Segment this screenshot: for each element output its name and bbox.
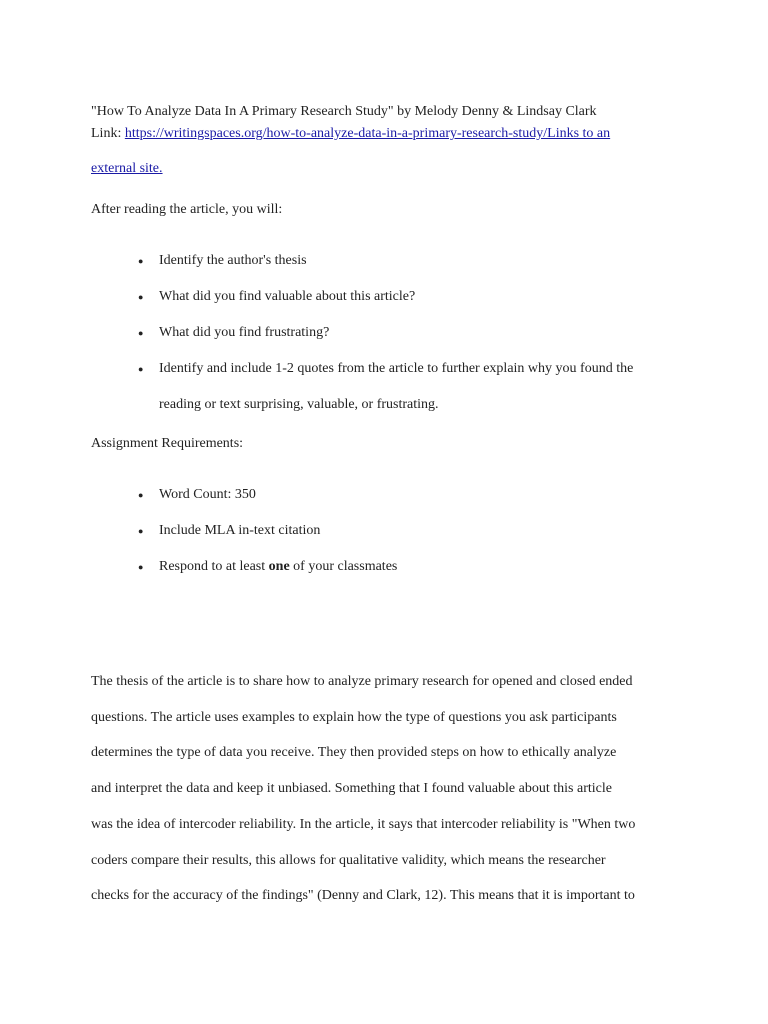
- article-link[interactable]: https://writingspaces.org/how-to-analyze-data-in-a-primary-research-study/Links to an: [124, 126, 611, 141]
- requirements-list: [91, 477, 691, 585]
- list-item-continuation: reading or text surprising, valuable, or frustrating.: [159, 397, 439, 412]
- article-link-continuation: [91, 151, 691, 186]
- bullet-icon: ●: [138, 562, 144, 572]
- list-item: ● Include MLA in-text citation: [159, 513, 691, 549]
- body-line: checks for the accuracy of the findings" (Denny and Clark, 12). This means that it is important to: [91, 888, 635, 904]
- list-item: ● Identify and include 1-2 quotes from the article to further explain why you found the reading or text surprising, valuable, or frustrating.: [159, 351, 691, 423]
- bullet-icon: ●: [138, 292, 144, 302]
- list-item: ● Identify the author's thesis: [159, 243, 691, 279]
- intro-text: After reading the article, you will:: [91, 202, 283, 217]
- bullet-icon: ●: [138, 256, 144, 266]
- list-item: ● Word Count: 350: [159, 477, 691, 513]
- response-body: [91, 664, 681, 914]
- body-line: was the idea of intercoder reliability. In the article, it says that intercoder reliability is "When two: [91, 816, 636, 832]
- document-page: [91, 102, 691, 914]
- list-item: ● Respond to at least one of your classmates: [159, 549, 691, 585]
- task-list: [91, 243, 691, 423]
- body-line: and interpret the data and keep it unbiased. Something that I found valuable about this article: [91, 781, 612, 797]
- article-link-line: [91, 116, 691, 151]
- article-link-external[interactable]: external site.: [91, 161, 163, 176]
- emphasis-one: one: [268, 559, 290, 574]
- link-label: Link:: [91, 126, 125, 141]
- bullet-icon: ●: [138, 328, 144, 338]
- list-item: ● What did you find valuable about this article?: [159, 279, 691, 315]
- body-line: questions. The article uses examples to explain how the type of questions you ask participants: [91, 709, 617, 725]
- bullet-icon: ●: [138, 490, 144, 500]
- body-line: The thesis of the article is to share how to analyze primary research for opened and closed ended: [91, 674, 633, 689]
- bullet-icon: ●: [138, 364, 144, 374]
- list-item: ● What did you find frustrating?: [159, 315, 691, 351]
- bullet-icon: ●: [138, 526, 144, 536]
- article-title-line: "How To Analyze Data In A Primary Research Study" by Melody Denny & Lindsay Clark: [91, 104, 597, 119]
- body-line: determines the type of data you receive. They then provided steps on how to ethically analyze: [91, 745, 617, 761]
- body-line: coders compare their results, this allows for qualitative validity, which means the researcher: [91, 852, 606, 868]
- requirements-heading: Assignment Requirements:: [91, 436, 244, 451]
